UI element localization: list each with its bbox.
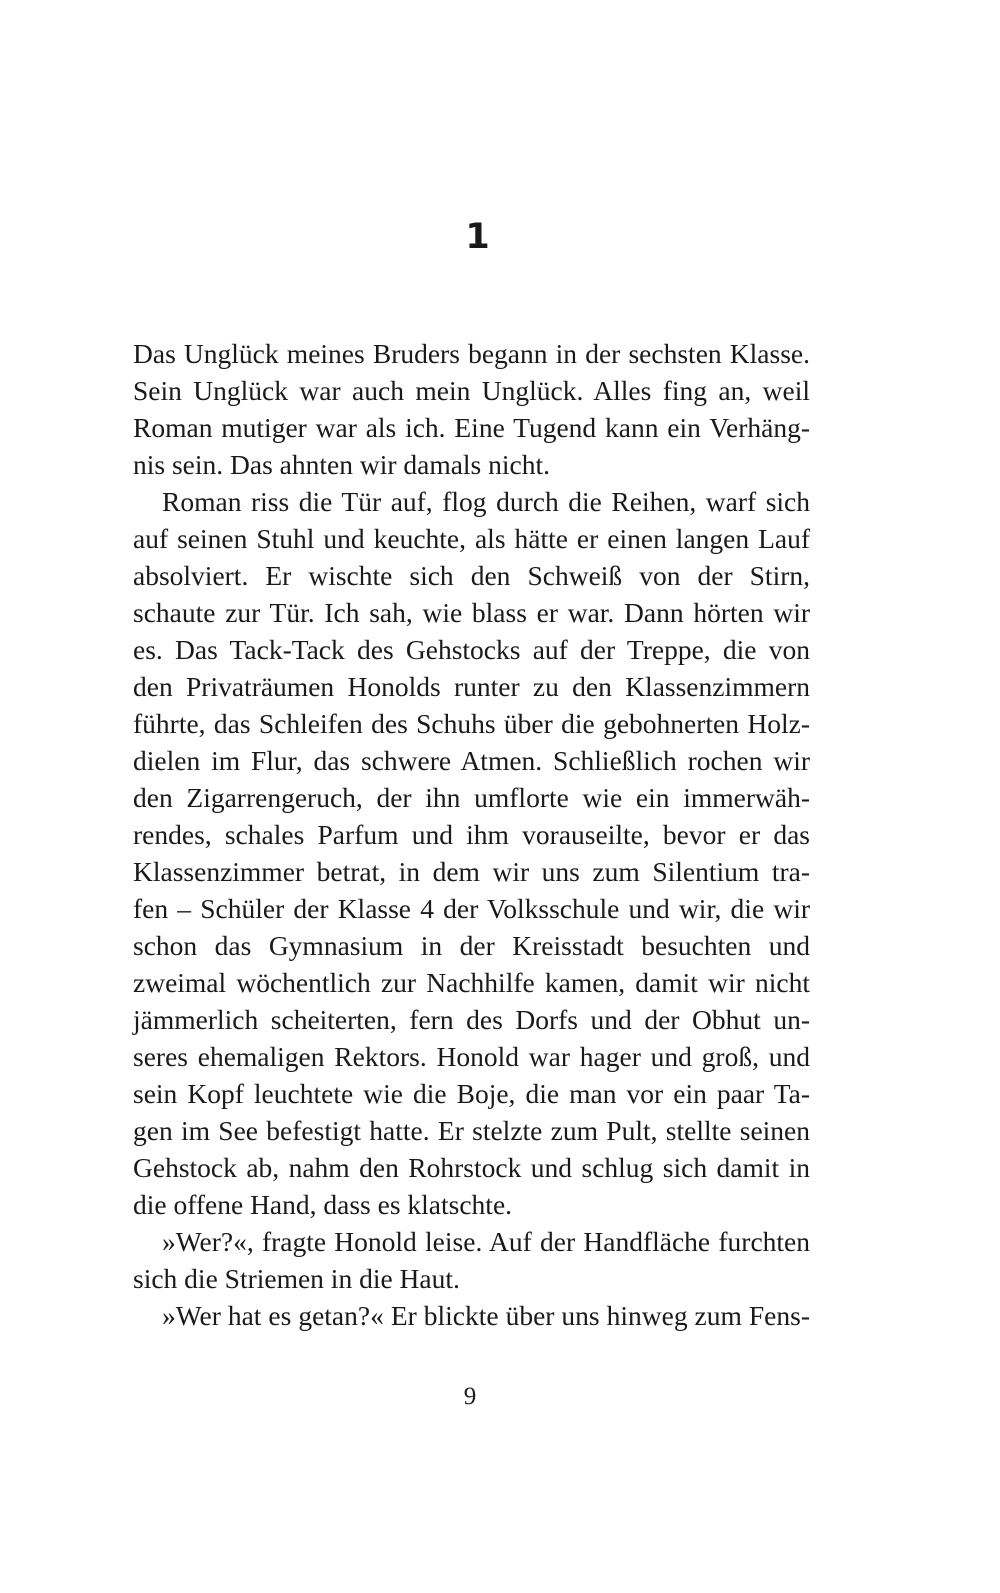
text-line: den Privaträumen Honolds runter zu den Klassenzimmern bbox=[133, 671, 810, 702]
text-line: Roman mutiger war als ich. Eine Tugend kann ein Verhäng- bbox=[133, 412, 810, 443]
text-line: führte, das Schleifen des Schuhs über die gebohnerten Holz- bbox=[133, 708, 810, 739]
text-line: jämmerlich scheiterten, fern des Dorfs und der Obhut un- bbox=[133, 1004, 810, 1035]
text-line: seres ehemaligen Rektors. Honold war hager und groß, und bbox=[133, 1041, 810, 1072]
text-line: sich die Striemen in die Haut. bbox=[133, 1263, 460, 1294]
text-line: sein Kopf leuchtete wie die Boje, die man vor ein paar Ta- bbox=[133, 1078, 810, 1109]
text-line: es. Das Tack-Tack des Gehstocks auf der Treppe, die von bbox=[133, 634, 810, 665]
text-line: absolviert. Er wischte sich den Schweiß von der Stirn, bbox=[133, 560, 810, 591]
text-line: nis sein. Das ahnten wir damals nicht. bbox=[133, 449, 550, 480]
text-line: zweimal wöchentlich zur Nachhilfe kamen, damit wir nicht bbox=[133, 967, 810, 998]
text-line: Roman riss die Tür auf, flog durch die Reihen, warf sich bbox=[162, 486, 810, 517]
text-line: »Wer hat es getan?« Er blickte über uns hinweg zum Fens- bbox=[162, 1300, 810, 1331]
text-line: Gehstock ab, nahm den Rohrstock und schlug sich damit in bbox=[133, 1152, 810, 1183]
text-line: Sein Unglück war auch mein Unglück. Alles fing an, weil bbox=[133, 375, 810, 406]
text-line: den Zigarrengeruch, der ihn umflorte wie ein immerwäh- bbox=[133, 782, 810, 813]
text-line: schaute zur Tür. Ich sah, wie blass er war. Dann hörten wir bbox=[133, 597, 810, 628]
text-line: gen im See befestigt hatte. Er stelzte zum Pult, stellte seinen bbox=[133, 1115, 810, 1146]
text-line: die offene Hand, dass es klatschte. bbox=[133, 1189, 513, 1220]
text-line: rendes, schales Parfum und ihm vorauseilte, bevor er das bbox=[133, 819, 810, 850]
body-text bbox=[133, 335, 810, 1334]
chapter-number: 1 bbox=[465, 217, 490, 257]
page-number: 9 bbox=[463, 1383, 477, 1410]
text-line: »Wer?«, fragte Honold leise. Auf der Handfläche furchten bbox=[162, 1226, 810, 1257]
text-line: dielen im Flur, das schwere Atmen. Schließlich rochen wir bbox=[133, 745, 810, 776]
text-line: fen – Schüler der Klasse 4 der Volksschule und wir, die wir bbox=[133, 893, 810, 924]
text-line: schon das Gymnasium in der Kreisstadt besuchten und bbox=[133, 930, 810, 961]
text-line: Das Unglück meines Bruders begann in der sechsten Klasse. bbox=[133, 338, 810, 369]
text-line: Klassenzimmer betrat, in dem wir uns zum Silentium tra- bbox=[133, 856, 810, 887]
text-line: auf seinen Stuhl und keuchte, als hätte er einen langen Lauf bbox=[133, 523, 810, 554]
